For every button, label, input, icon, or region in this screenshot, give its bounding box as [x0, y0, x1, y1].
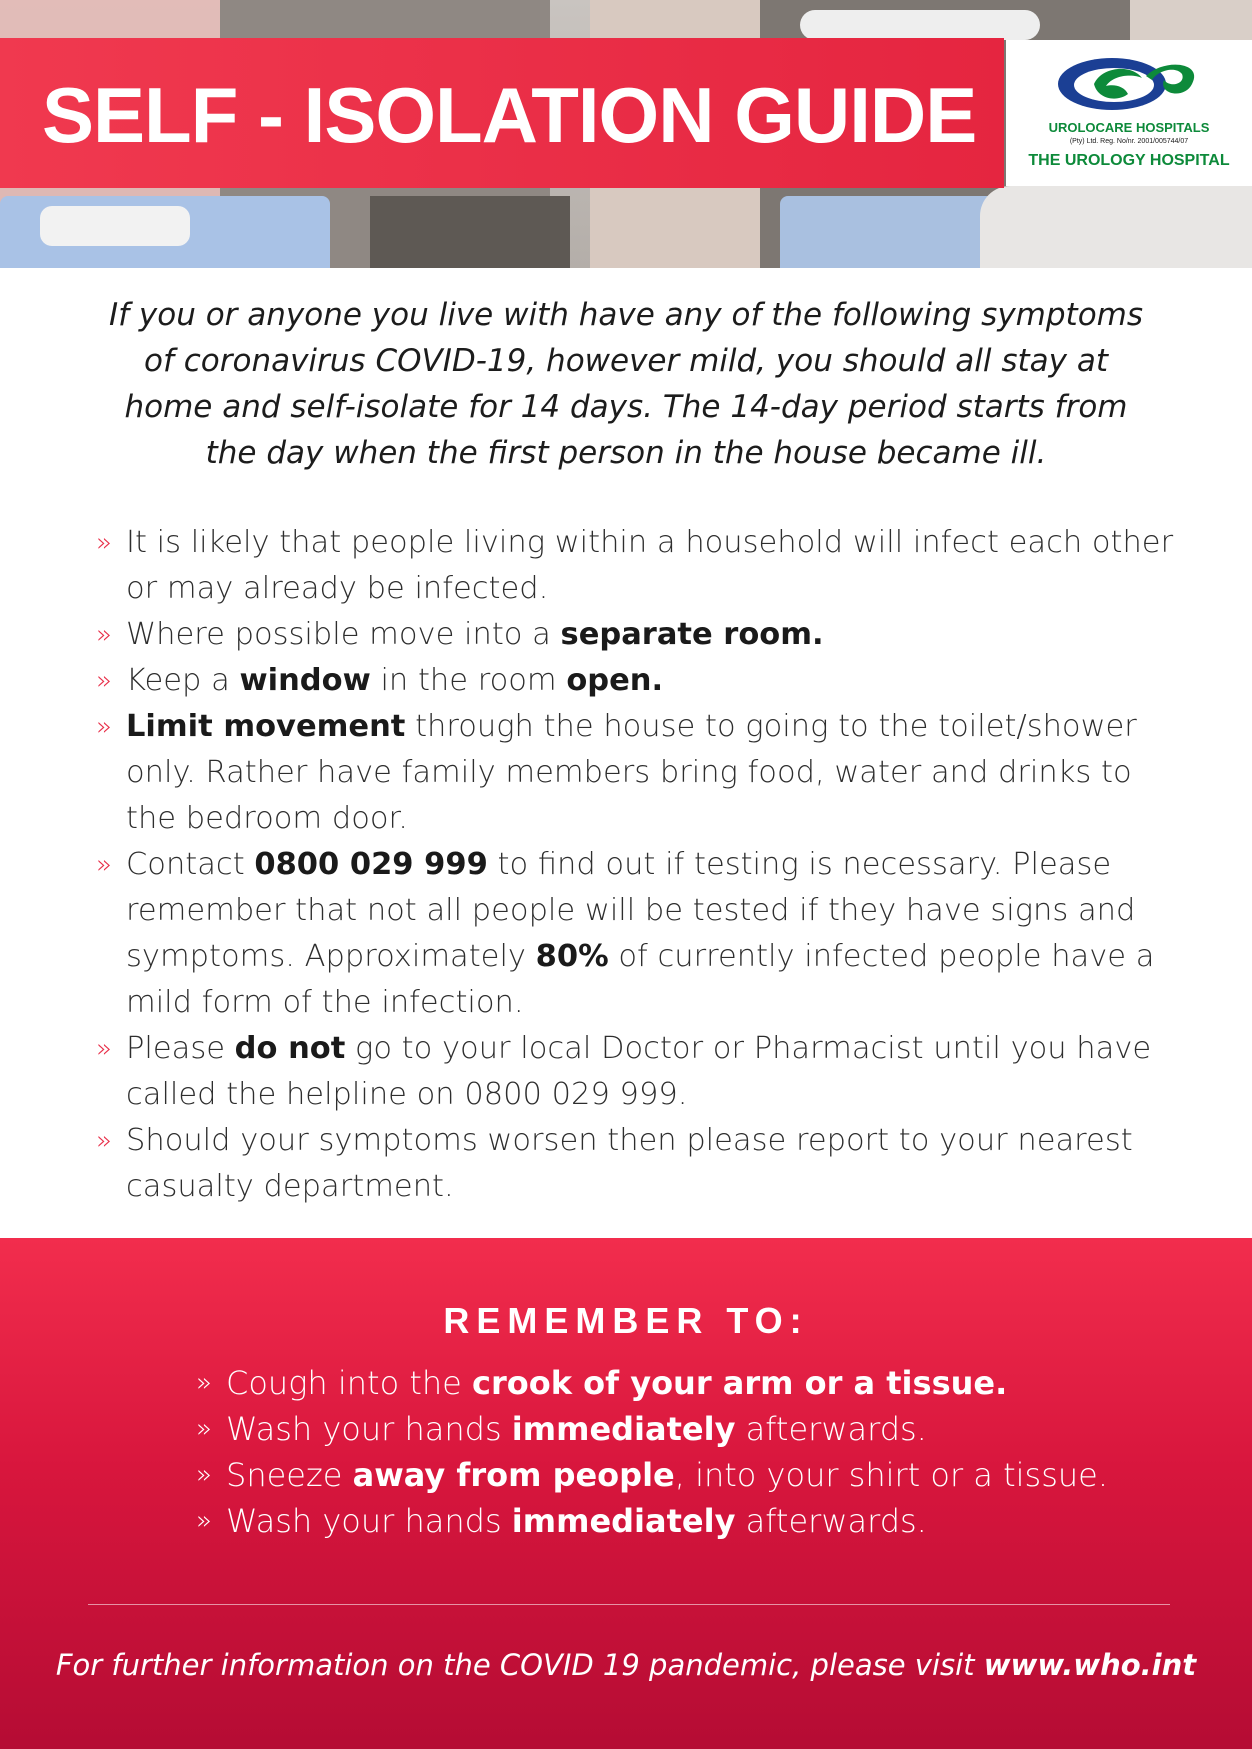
page-title: SELF - ISOLATION GUIDE [42, 71, 977, 159]
helpline-number: 0800 029 999 [254, 847, 488, 882]
footer-divider [88, 1604, 1170, 1605]
list-item: » Wash your hands immediately afterwards. [196, 1498, 1156, 1544]
floor-shadow [370, 196, 570, 268]
bullet-chevron-icon: » [96, 666, 112, 696]
list-item: » It is likely that people living within a household will infect each other or may already be infected. [96, 520, 1186, 612]
bullet-chevron-icon: » [196, 1414, 212, 1444]
intro-line: home and self-isolate for 14 days. The 14-day period starts from [124, 389, 1128, 425]
bullet-chevron-icon: » [196, 1506, 212, 1536]
remember-section [0, 1238, 1252, 1749]
intro-paragraph [86, 292, 1166, 476]
bullet-chevron-icon: » [96, 528, 112, 558]
logo-subtitle: THE UROLOGY HOSPITAL [1028, 152, 1230, 169]
bullet-chevron-icon: » [96, 1126, 112, 1156]
hospital-logo [1006, 40, 1252, 186]
bullet-chevron-icon: » [96, 1034, 112, 1064]
list-item: » Please do not go to your local Doctor or Pharmacist until you have called the helpline on 0800 029 999. [96, 1026, 1186, 1118]
list-item: » Keep a window in the room open. [96, 658, 1186, 704]
logo-registration: (Pty) Ltd. Reg. No/nr. 2001/005744/07 [1069, 138, 1189, 145]
header-photo [0, 0, 1252, 268]
bed-rail-top [800, 10, 1040, 40]
intro-line: If you or anyone you live with have any of the following symptoms [108, 297, 1144, 333]
pillow-left [40, 206, 190, 246]
bullet-chevron-icon: » [96, 620, 112, 650]
intro-line: the day when the first person in the house became ill. [205, 435, 1047, 471]
bullet-chevron-icon: » [196, 1460, 212, 1490]
bullet-chevron-icon: » [96, 712, 112, 742]
intro-line: of coronavirus COVID-19, however mild, you should all stay at [143, 343, 1109, 379]
list-item: » Should your symptoms worsen then please report to your nearest casualty department. [96, 1118, 1186, 1210]
bullet-chevron-icon: » [96, 850, 112, 880]
list-item: » Limit movement through the house to going to the toilet/shower only. Rather have family members bring food, water and drinks to the bedroom door. [96, 704, 1186, 842]
list-item: » Cough into the crook of your arm or a tissue. [196, 1360, 1156, 1406]
remember-title: REMEMBER TO: [443, 1300, 809, 1341]
list-item: » Contact 0800 029 999 to find out if testing is necessary. Please remember that not all people will be tested if they have signs and symptoms. Approximately 80% of currently infected people have a mild form of the infection. [96, 842, 1186, 1026]
urolocare-logo-icon [1054, 54, 1204, 118]
bed-frame-right [980, 186, 1252, 268]
list-item: » Wash your hands immediately afterwards. [196, 1406, 1156, 1452]
footer-note: For further information on the COVID 19 pandemic, please visit www.who.int [55, 1648, 1197, 1682]
who-link[interactable]: www.who.int [983, 1648, 1197, 1682]
list-item: » Sneeze away from people, into your shirt or a tissue. [196, 1452, 1156, 1498]
guidance-list [96, 520, 1186, 1210]
logo-name: UROLOCARE HOSPITALS [1048, 120, 1210, 135]
remember-list [196, 1360, 1156, 1544]
list-item: » Where possible move into a separate room. [96, 612, 1186, 658]
bullet-chevron-icon: » [196, 1368, 212, 1398]
